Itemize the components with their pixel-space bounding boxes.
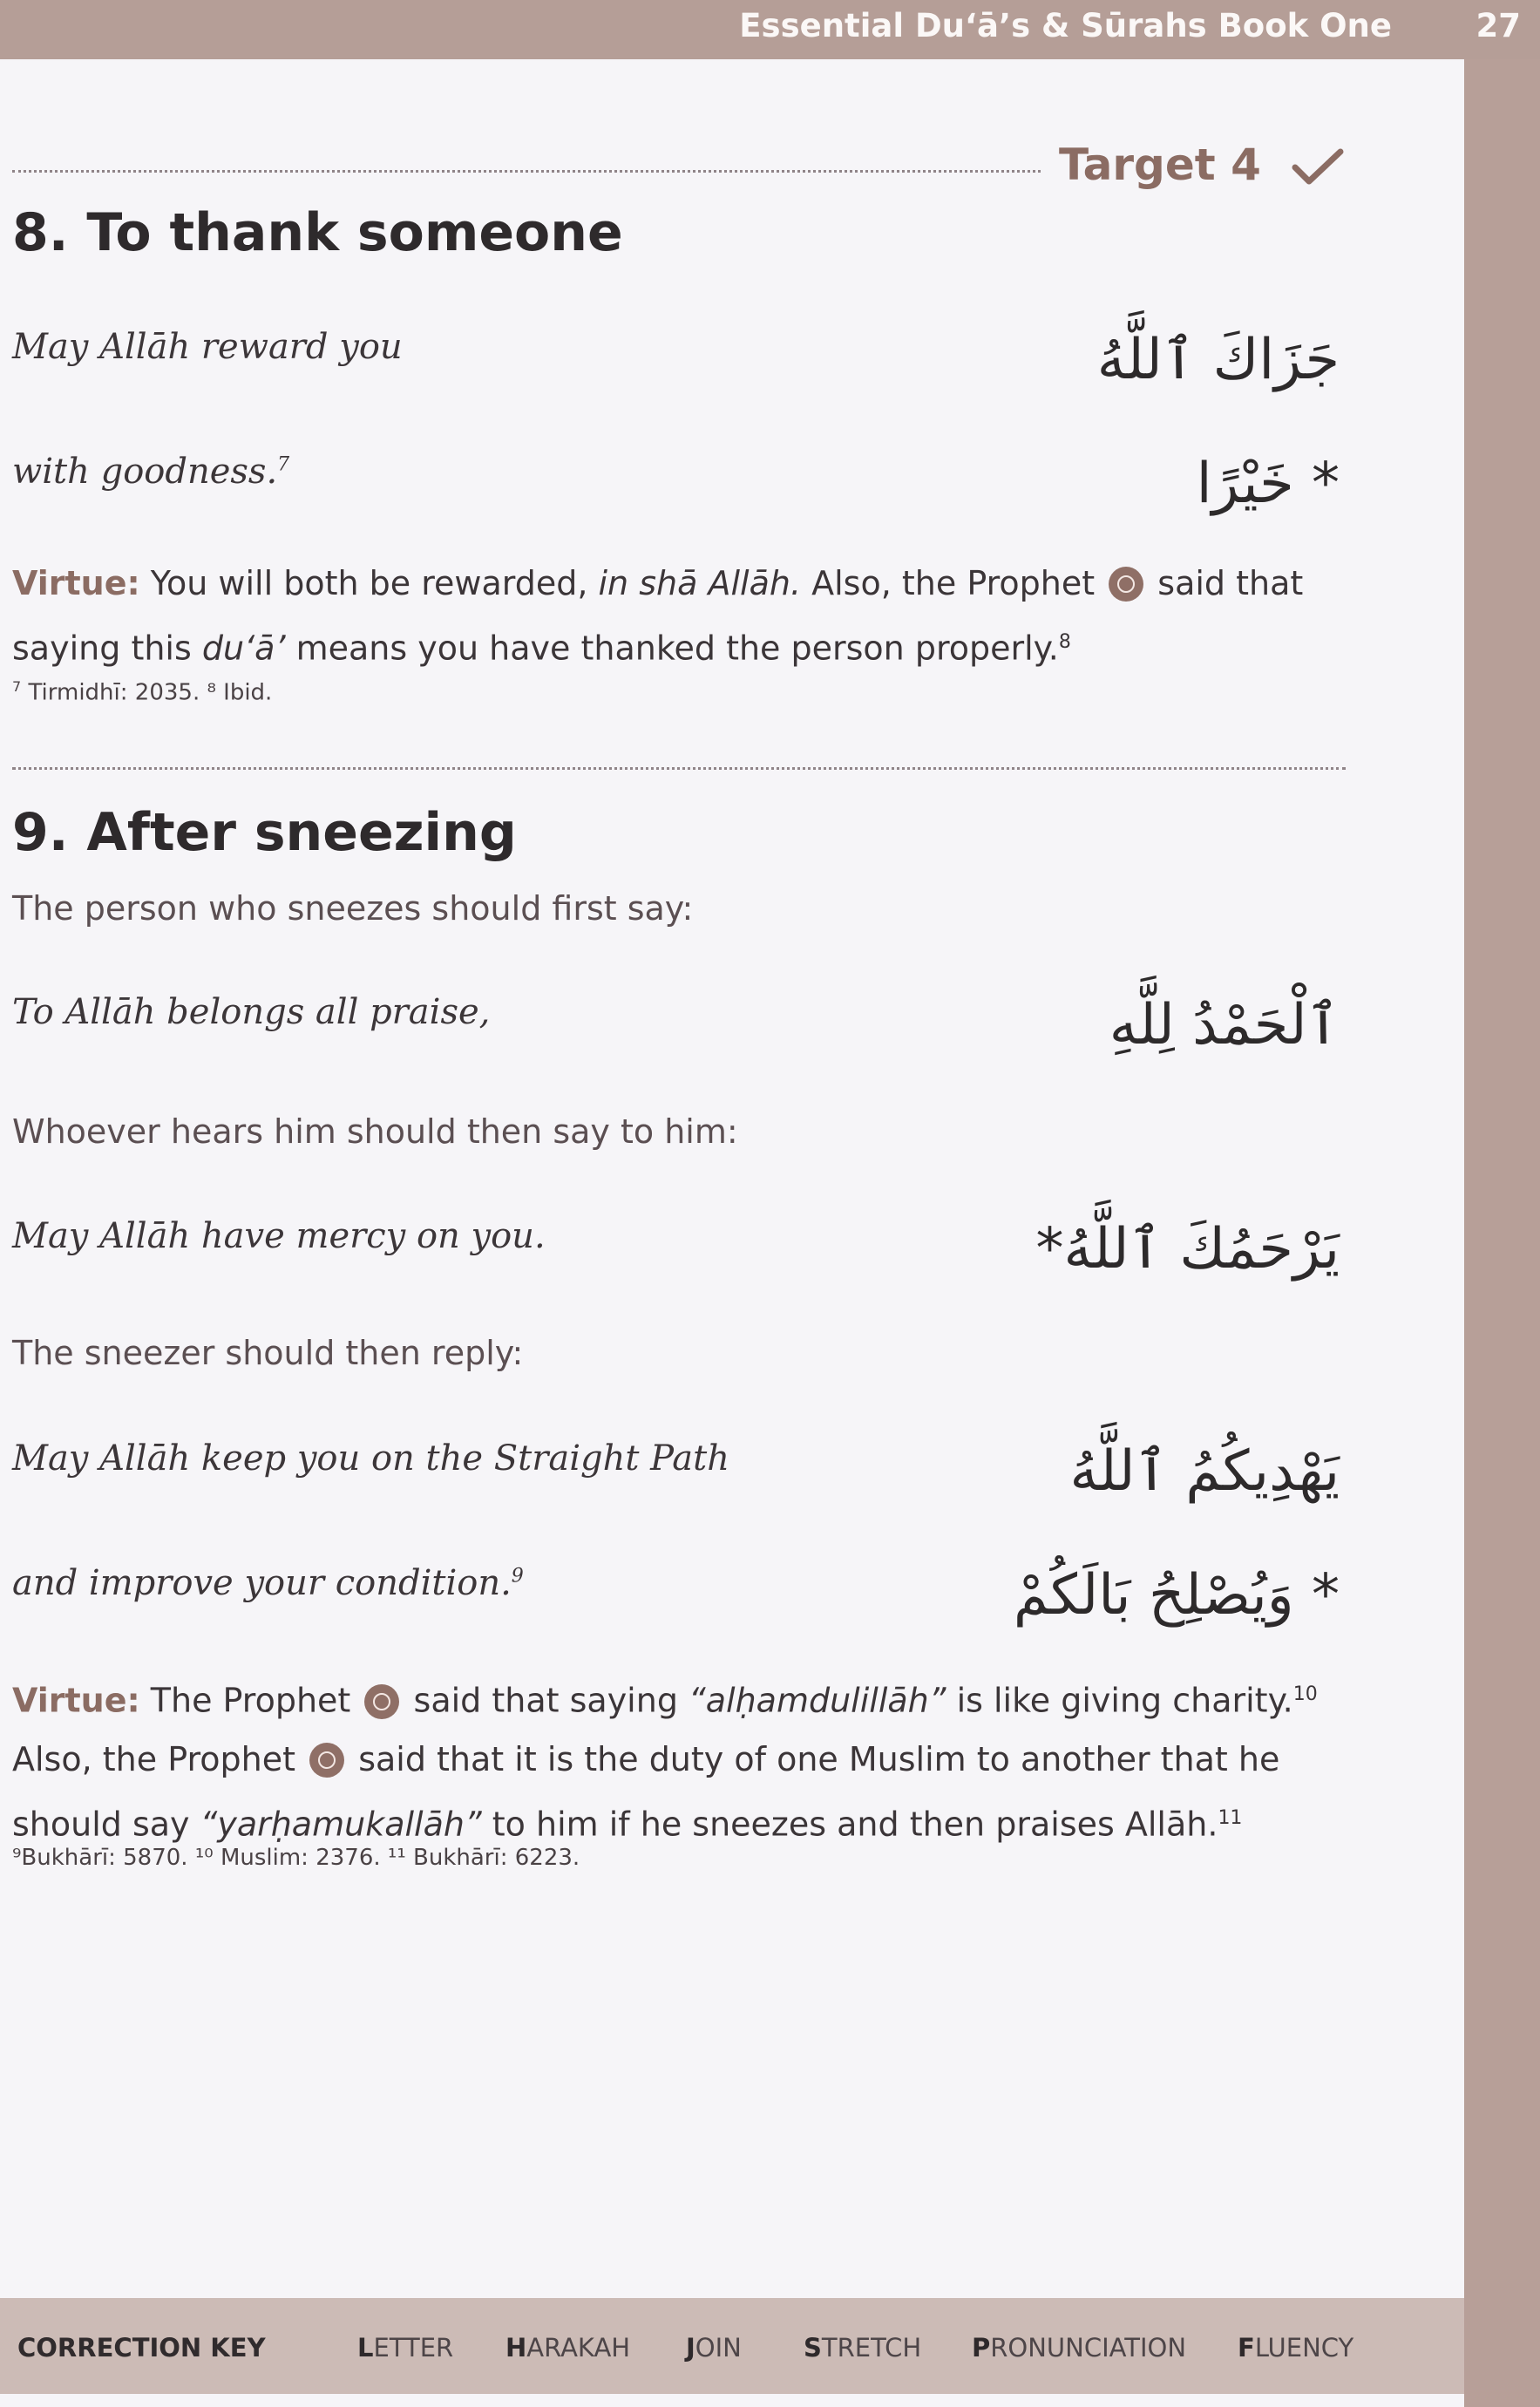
divider [12, 767, 1346, 770]
page-edge [1464, 0, 1540, 2407]
arabic-line: يَرْحَمُكَ ٱللَّهُ* [1035, 1217, 1340, 1282]
footnote: $^7$ Tirmidhī: 2035. ⁸ Ibid. [12, 678, 273, 706]
target-label: Target 4 [1059, 139, 1261, 190]
section-heading: 9. After sneezing [12, 802, 517, 863]
salawat-icon [1109, 567, 1143, 602]
arabic-line: ٱلْحَمْدُ لِلَّهِ [1109, 993, 1340, 1057]
key-join: JOIN [686, 2333, 742, 2363]
checkmark-icon [1290, 146, 1346, 188]
translation-line: May Allāh keep you on the Straight Path [12, 1438, 729, 1479]
arabic-line: جَزَاكَ ٱللَّهُ [1096, 328, 1340, 392]
divider [12, 170, 1041, 173]
arabic-line: يَهْدِيكُمُ ٱللَّهُ [1069, 1439, 1340, 1504]
arabic-line: * وَيُصْلِحُ بَالَكُمْ [1013, 1563, 1340, 1628]
correction-key-label: CORRECTION KEY [17, 2333, 266, 2363]
page-number: 27 [1476, 7, 1521, 44]
salawat-icon [309, 1743, 344, 1778]
instruction-text: Whoever hears him should then say to him: [12, 1112, 738, 1151]
key-pronunciation: PRONUNCIATION [972, 2333, 1187, 2363]
instruction-text: The sneezer should then reply: [12, 1334, 524, 1372]
salawat-icon [364, 1684, 399, 1719]
footnote: ⁹Bukhārī: 5870. ¹⁰ Muslim: 2376. ¹¹ Bukhārī: 6223. [12, 1845, 580, 1871]
virtue-paragraph: Virtue: You will both be rewarded, in shā Allāh. Also, the Prophet said that saying this du‘ā’ means you have thanked the person properly.$^8$ [12, 564, 1304, 668]
section-heading: 8. To thank someone [12, 202, 623, 263]
translation-line: To Allāh belongs all praise, [12, 992, 491, 1032]
translation-line: May Allāh have mercy on you. [12, 1216, 546, 1256]
virtue-paragraph: Virtue: The Prophet said that saying “alḥamdulillāh” is like giving charity.$^{10}$ Also, the Prophet said that it is the duty of one Muslim to another that he should say “yarḥamukallāh” to him if he sneezes and then praises Allāh.$^{11}$ [12, 1681, 1318, 1844]
key-fluency: FLUENCY [1238, 2333, 1354, 2363]
arabic-line: * خَيْرًا [1196, 452, 1340, 516]
translation-line: with goodness.$^7$ [12, 452, 290, 492]
instruction-text: The person who sneezes should first say: [12, 889, 694, 928]
translation-line: May Allāh reward you [12, 327, 403, 367]
key-stretch: STRETCH [804, 2333, 922, 2363]
book-title: Essential Du‘ā’s & Sūrahs Book One [739, 7, 1392, 44]
translation-line: and improve your condition.$^9$ [12, 1563, 524, 1603]
key-letter: LETTER [357, 2333, 454, 2363]
key-harakah: HARAKAH [505, 2333, 631, 2363]
